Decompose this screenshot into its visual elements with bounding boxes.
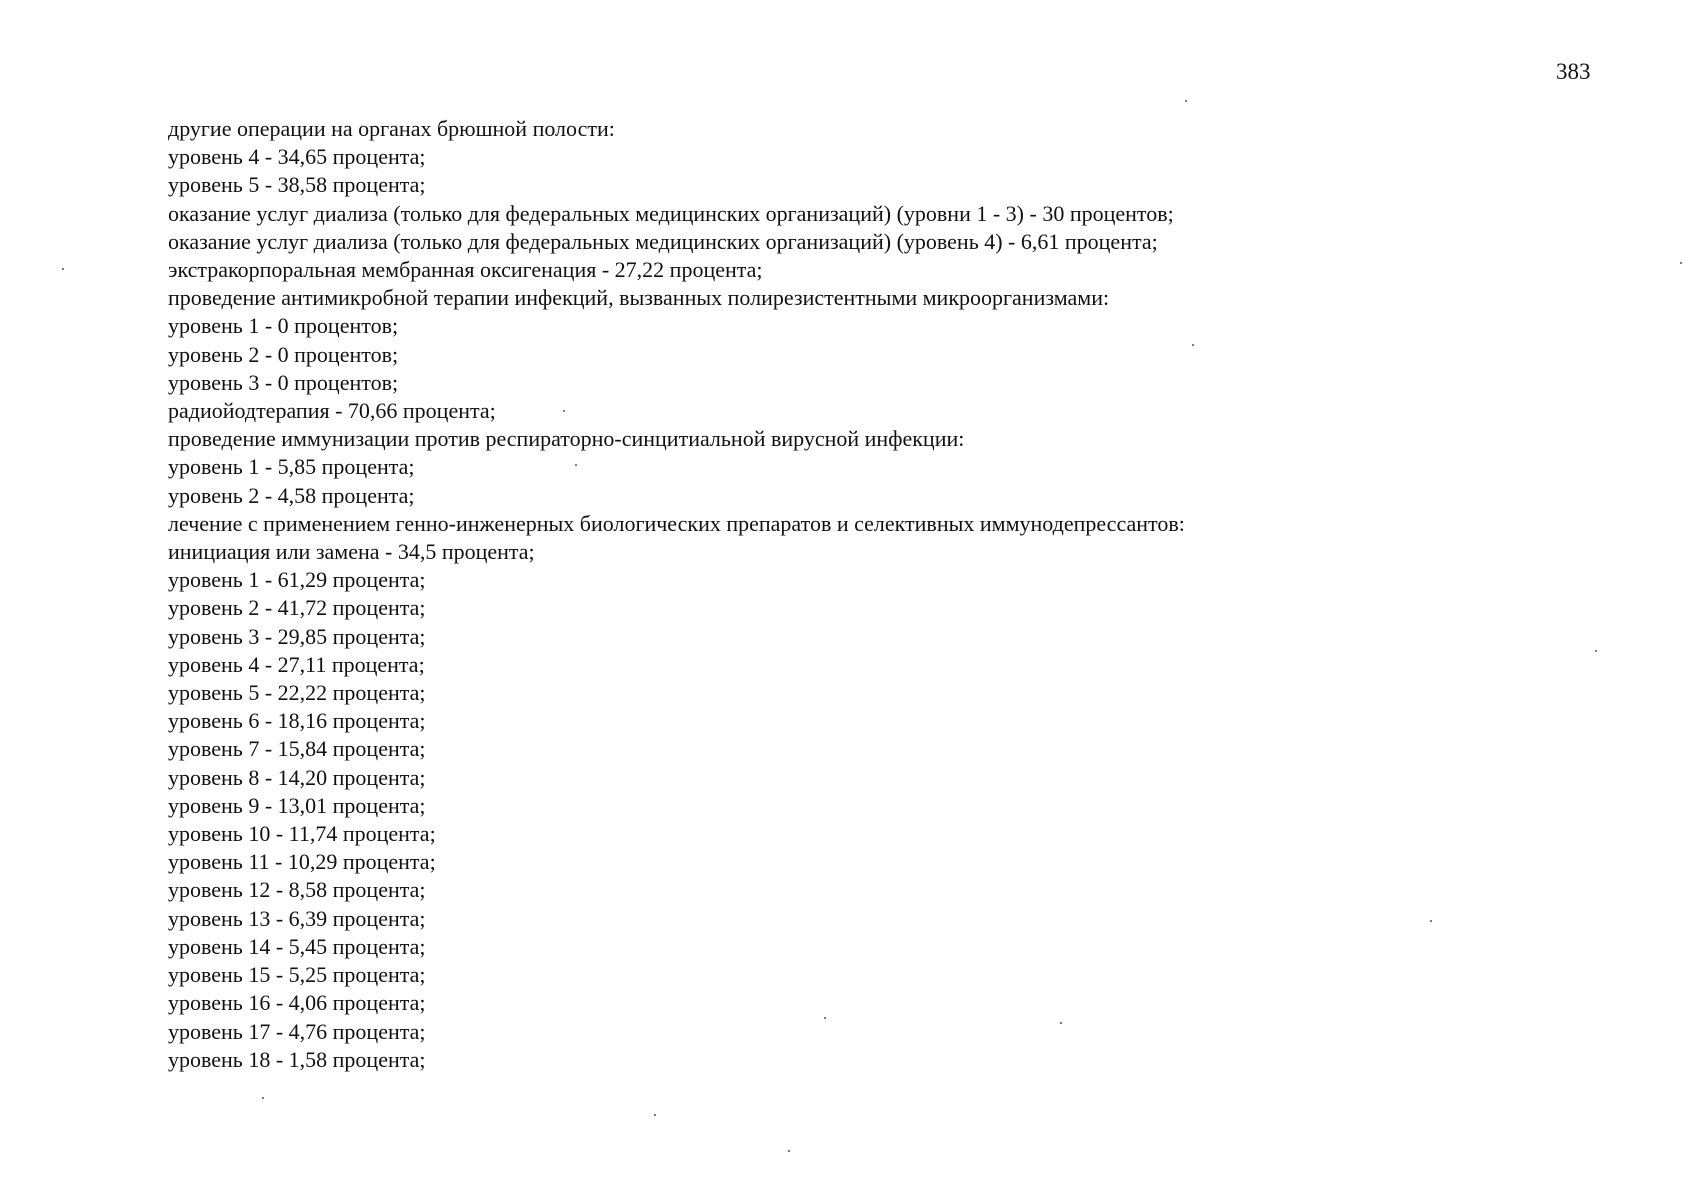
list-item: уровень 4 - 34,65 процента; bbox=[168, 144, 426, 170]
page-number: 383 bbox=[1556, 59, 1591, 84]
list-item: уровень 2 - 4,58 процента; bbox=[168, 482, 415, 508]
scan-speck bbox=[1680, 262, 1682, 264]
scan-speck bbox=[824, 1017, 826, 1019]
list-item: уровень 5 - 38,58 процента; bbox=[168, 172, 426, 198]
list-item: уровень 8 - 14,20 процента; bbox=[168, 764, 426, 790]
list-item: уровень 15 - 5,25 процента; bbox=[168, 962, 426, 988]
list-item: уровень 11 - 10,29 процента; bbox=[168, 849, 436, 875]
list-item: инициация или замена - 34,5 процента; bbox=[168, 539, 535, 565]
list-item: уровень 6 - 18,16 процента; bbox=[168, 708, 426, 734]
list-item: уровень 5 - 22,22 процента; bbox=[168, 680, 426, 706]
list-item: оказание услуг диализа (только для федеральных медицинских организаций) (уровни 1 - 3) - 30 процентов; bbox=[168, 200, 1174, 226]
list-item: уровень 3 - 0 процентов; bbox=[168, 369, 399, 395]
list-item: оказание услуг диализа (только для федеральных медицинских организаций) (уровень 4) - 6,61 процента; bbox=[168, 228, 1158, 254]
list-item: уровень 9 - 13,01 процента; bbox=[168, 792, 426, 818]
list-item: уровень 13 - 6,39 процента; bbox=[168, 905, 426, 931]
list-item: уровень 2 - 41,72 процента; bbox=[168, 595, 426, 621]
scan-speck bbox=[1430, 920, 1432, 922]
scan-speck bbox=[1185, 100, 1187, 102]
list-item: лечение с применением генно-инженерных биологических препаратов и селективных иммунодепрессантов: bbox=[168, 510, 1185, 536]
scan-speck bbox=[1060, 1022, 1062, 1024]
list-item: уровень 3 - 29,85 процента; bbox=[168, 623, 426, 649]
list-item: проведение иммунизации против респираторно-синцитиальной вирусной инфекции: bbox=[168, 426, 965, 452]
scan-speck bbox=[262, 1097, 264, 1099]
list-item: проведение антимикробной терапии инфекций, вызванных полирезистентными микроорганизмами: bbox=[168, 285, 1110, 311]
list-item: уровень 1 - 0 процентов; bbox=[168, 313, 399, 339]
list-item: уровень 10 - 11,74 процента; bbox=[168, 821, 436, 847]
list-item: уровень 1 - 61,29 процента; bbox=[168, 567, 426, 593]
scan-speck bbox=[788, 1150, 790, 1152]
list-item: другие операции на органах брюшной полости: bbox=[168, 116, 615, 141]
list-item: уровень 17 - 4,76 процента; bbox=[168, 1018, 426, 1044]
list-item: уровень 4 - 27,11 процента; bbox=[168, 651, 425, 677]
scan-speck bbox=[563, 410, 565, 412]
scan-speck bbox=[62, 268, 64, 270]
list-item: радиойодтерапия - 70,66 процента; bbox=[168, 398, 496, 424]
scan-speck bbox=[1595, 650, 1597, 652]
list-item: уровень 2 - 0 процентов; bbox=[168, 341, 399, 367]
list-item: экстракорпоральная мембранная оксигенация - 27,22 процента; bbox=[168, 257, 763, 283]
list-item: уровень 12 - 8,58 процента; bbox=[168, 877, 426, 903]
scan-speck bbox=[1192, 344, 1194, 346]
document-text bbox=[168, 115, 1568, 1074]
list-item: уровень 14 - 5,45 процента; bbox=[168, 933, 426, 959]
list-item: уровень 1 - 5,85 процента; bbox=[168, 454, 415, 480]
scan-speck bbox=[654, 1114, 656, 1116]
list-item: уровень 16 - 4,06 процента; bbox=[168, 990, 426, 1016]
scan-speck bbox=[575, 464, 577, 466]
list-item: уровень 7 - 15,84 процента; bbox=[168, 736, 426, 762]
list-item: уровень 18 - 1,58 процента; bbox=[168, 1046, 426, 1072]
